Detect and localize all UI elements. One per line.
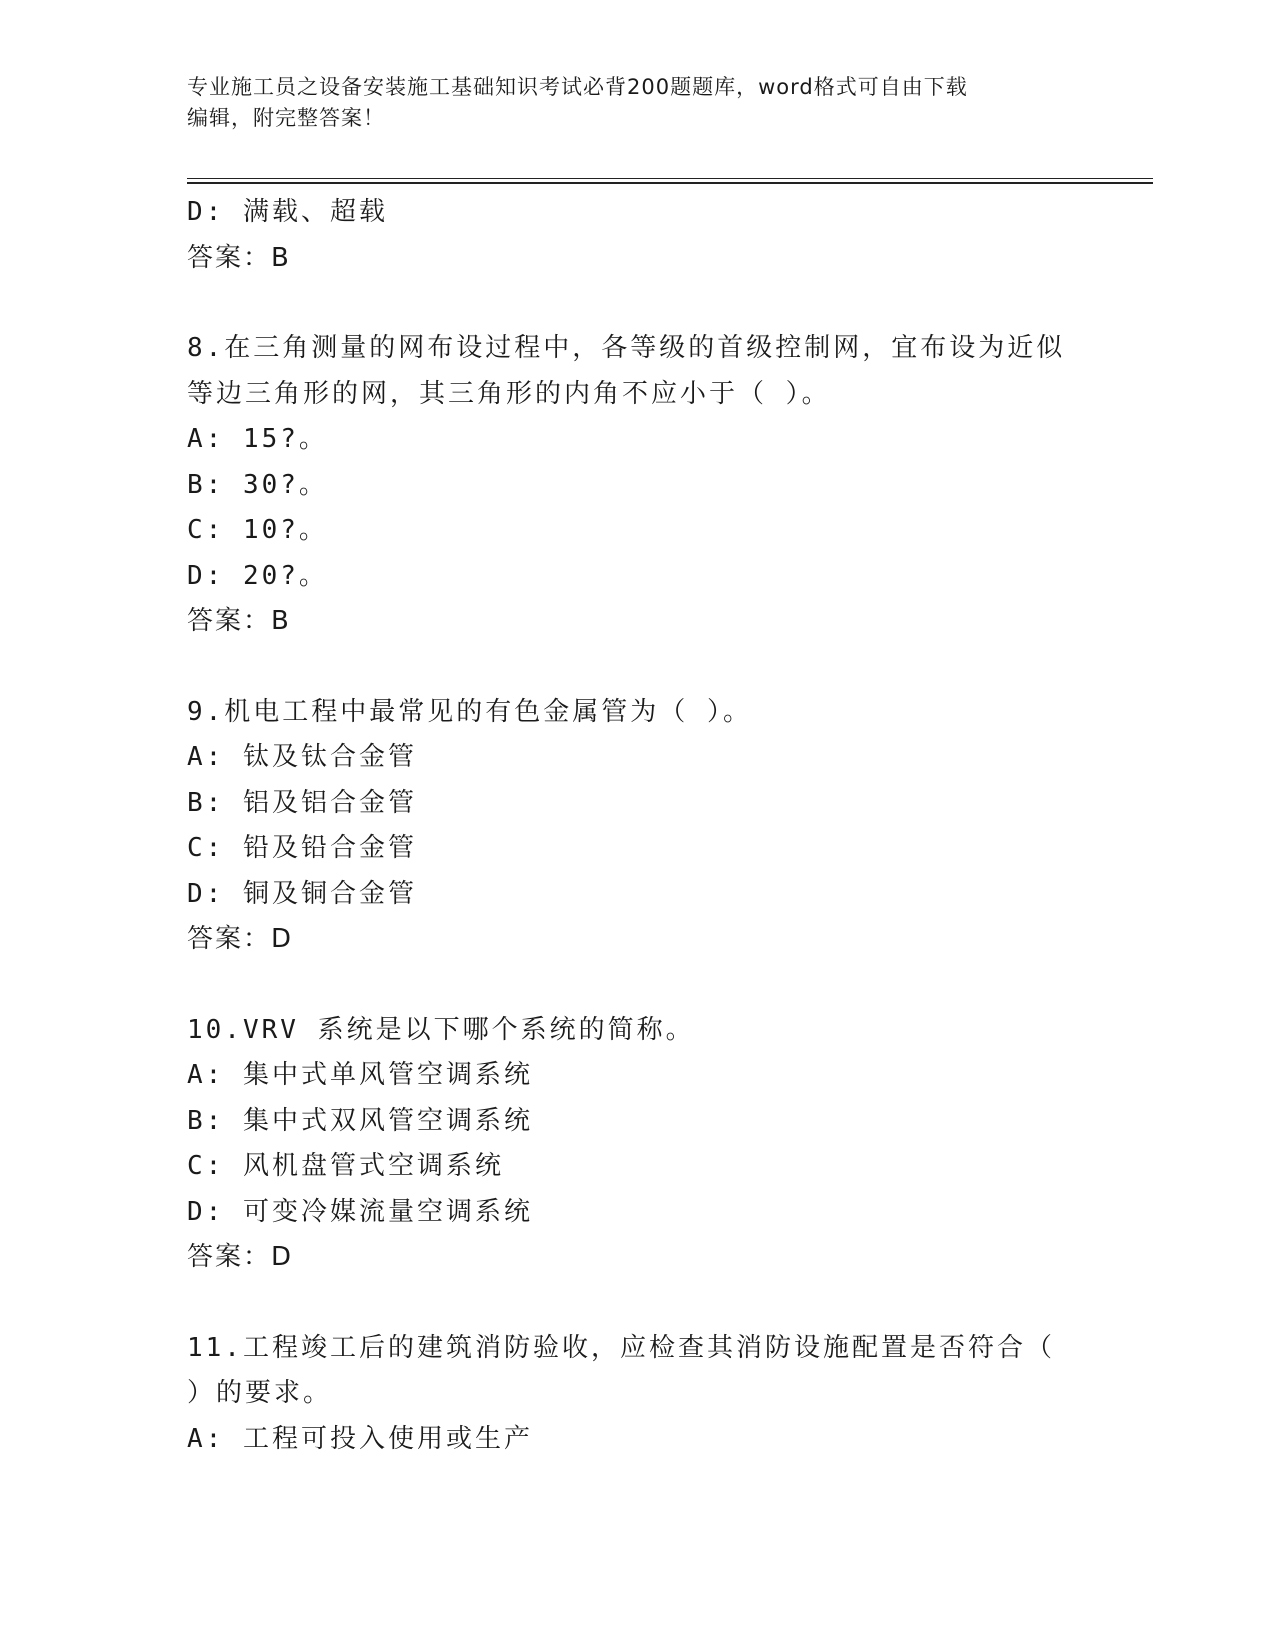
- question-10: [187, 1008, 1087, 1281]
- option-c: C: 10?。: [187, 515, 328, 545]
- option-d: D: 铜及铜合金管: [187, 878, 417, 909]
- document-header: [187, 72, 1087, 134]
- question-text-line2: ）的要求。: [187, 1378, 333, 1408]
- option-a: A: 15?。: [187, 424, 328, 454]
- question-text-line2: 等边三角形的网，其三角形的内角不应小于（ ）。: [187, 378, 831, 409]
- header-divider-thick: [187, 182, 1153, 184]
- header-title-line2: 编辑，附完整答案！: [187, 106, 385, 130]
- option-d: D: 满载、超载: [187, 197, 388, 227]
- answer-line: 答案：D: [187, 1242, 294, 1272]
- spacer: [187, 963, 1087, 1008]
- option-b: B: 集中式双风管空调系统: [187, 1105, 533, 1136]
- option-b: B: 铝及铝合金管: [187, 787, 417, 818]
- question-11: [187, 1326, 1087, 1463]
- spacer: [187, 1281, 1087, 1326]
- question-text-line1: 11.工程竣工后的建筑消防验收，应检查其消防设施配置是否符合（: [187, 1332, 1055, 1363]
- option-d: D: 20?。: [187, 560, 328, 591]
- question-text-line1: 8.在三角测量的网布设过程中，各等级的首级控制网，宜布设为近似: [187, 333, 1066, 363]
- spacer: [187, 645, 1087, 690]
- question-text-line1: 9.机电工程中最常见的有色金属管为（ ）。: [187, 696, 752, 727]
- question-8: [187, 326, 1087, 645]
- option-d: D: 可变冷媒流量空调系统: [187, 1196, 533, 1227]
- answer-line: 答案：D: [187, 924, 294, 954]
- option-a: A: 钛及钛合金管: [187, 742, 417, 772]
- option-c: C: 铅及铅合金管: [187, 833, 417, 863]
- question-9: [187, 690, 1087, 963]
- spacer: [187, 281, 1087, 326]
- question-list: [187, 190, 1087, 1462]
- option-a: A: 工程可投入使用或生产: [187, 1423, 533, 1454]
- answer-line: 答案：B: [187, 242, 291, 273]
- option-c: C: 风机盘管式空调系统: [187, 1151, 504, 1181]
- header-divider-thin: [187, 178, 1153, 179]
- header-title-line1: 专业施工员之设备安装施工基础知识考试必背200题题库，word格式可自由下载: [187, 75, 968, 99]
- question-text-line1: 10.VRV 系统是以下哪个系统的简称。: [187, 1014, 695, 1045]
- option-b: B: 30?。: [187, 469, 328, 500]
- option-a: A: 集中式单风管空调系统: [187, 1060, 533, 1090]
- question-7-tail: [187, 190, 1087, 281]
- answer-line: 答案：B: [187, 606, 291, 636]
